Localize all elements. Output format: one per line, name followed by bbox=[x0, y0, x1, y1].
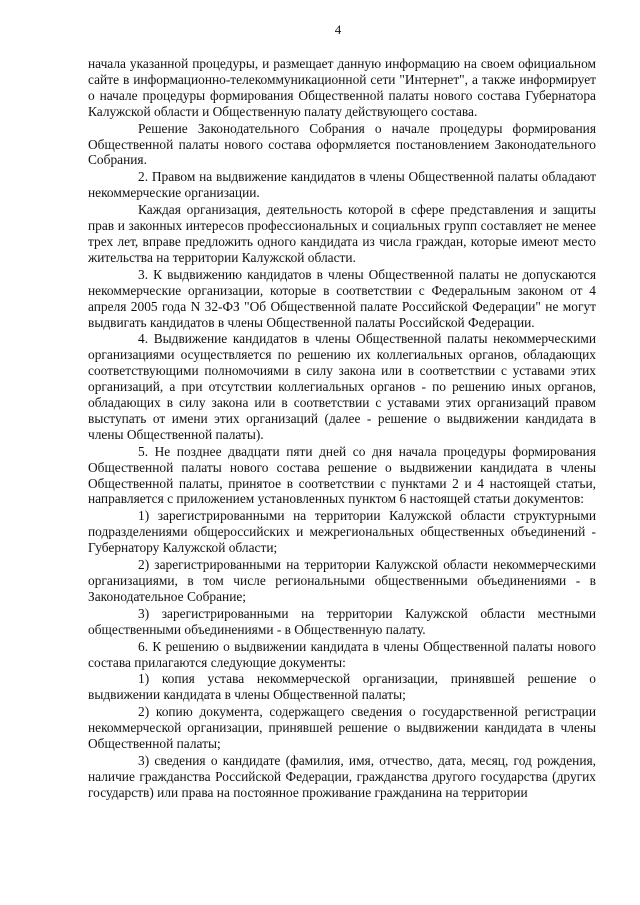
paragraph-subitem-6-1: 1) копия устава некоммерческой организации, принявшей решение о выдвижении кандидата в члены Общественной палаты; bbox=[88, 671, 596, 703]
paragraph-item-5: 5. Не позднее двадцати пяти дней со дня начала процедуры формирования Общественной палаты нового состава решение о выдвижении кандидата в члены Общественной палаты, принятое в соответствии с пунктами 2 и 4 настоящей статьи, направляется с приложением установленных пунктом 6 настоящей статьи документов: bbox=[88, 443, 596, 507]
paragraph-item-3: 3. К выдвижению кандидатов в члены Общественной палаты не допускаются некоммерческие организации, которые в соответствии с Федеральным законом от 4 апреля 2005 года N 32-ФЗ "Об Общественной палате Российской Федерации" не могут выдвигать кандидатов в члены Общественной палаты Российской Федерации. bbox=[88, 266, 596, 330]
paragraph-continuation: начала указанной процедуры, и размещает данную информацию на своем официальном сайте в информационно-телекоммуникационной сети "Интернет", а также информирует о начале процедуры формирования Общественной палаты нового состава Губернатора Калужской области и Общественную палату действующего состава. bbox=[88, 56, 596, 119]
paragraph-decision-form: Решение Законодательного Собрания о начале процедуры формирования Общественной палаты нового состава оформляется постановлением Законодательного Собрания. bbox=[88, 120, 596, 168]
page-number: 4 bbox=[334, 22, 342, 37]
paragraph-subitem-5-3: 3) зарегистрированными на территории Калужской области местными общественными объединениями - в Общественную палату. bbox=[88, 605, 596, 637]
paragraph-item-4: 4. Выдвижение кандидатов в члены Общественной палаты некоммерческими организациями осуществляется по решению их коллегиальных органов, обладающих соответствующими полномочиями в силу закона или в соответствии с уставами этих организаций, а при отсутствии коллегиальных органов - по решению иных органов, обладающих в силу закона или в соответствии с уставами этих организаций правом выступать от имени этих организаций (далее - решение о выдвижении кандидата в члены Общественной палаты). bbox=[88, 331, 596, 442]
paragraph-subitem-6-2: 2) копию документа, содержащего сведения о государственной регистрации некоммерческой организации, принявшей решение о выдвижении кандидата в члены Общественной палаты; bbox=[88, 704, 596, 752]
paragraph-item-6: 6. К решению о выдвижении кандидата в члены Общественной палаты нового состава прилагаются следующие документы: bbox=[88, 638, 596, 670]
paragraph-subitem-5-1: 1) зарегистрированными на территории Калужской области структурными подразделениями общероссийских и межрегиональных общественных объединений - Губернатору Калужской области; bbox=[88, 508, 596, 556]
paragraph-subitem-6-3: 3) сведения о кандидате (фамилия, имя, отчество, дата, месяц, год рождения, наличие гражданства Российской Федерации, гражданства другого государства (других государств) или права на постоянное проживание гражданина на территории bbox=[88, 752, 596, 800]
paragraph-subitem-5-2: 2) зарегистрированными на территории Калужской области некоммерческими организациями, в том числе региональными общественными объединениями - в Законодательное Собрание; bbox=[88, 557, 596, 604]
paragraph-organization-rule: Каждая организация, деятельность которой в сфере представления и защиты прав и законных интересов профессиональных и социальных групп составляет не менее трех лет, вправе предложить одного кандидата из числа граждан, которые имеют место жительства на территории Калужской области. bbox=[88, 202, 596, 265]
paragraph-item-2: 2. Правом на выдвижение кандидатов в члены Общественной палаты обладают некоммерческие организации. bbox=[88, 169, 596, 201]
